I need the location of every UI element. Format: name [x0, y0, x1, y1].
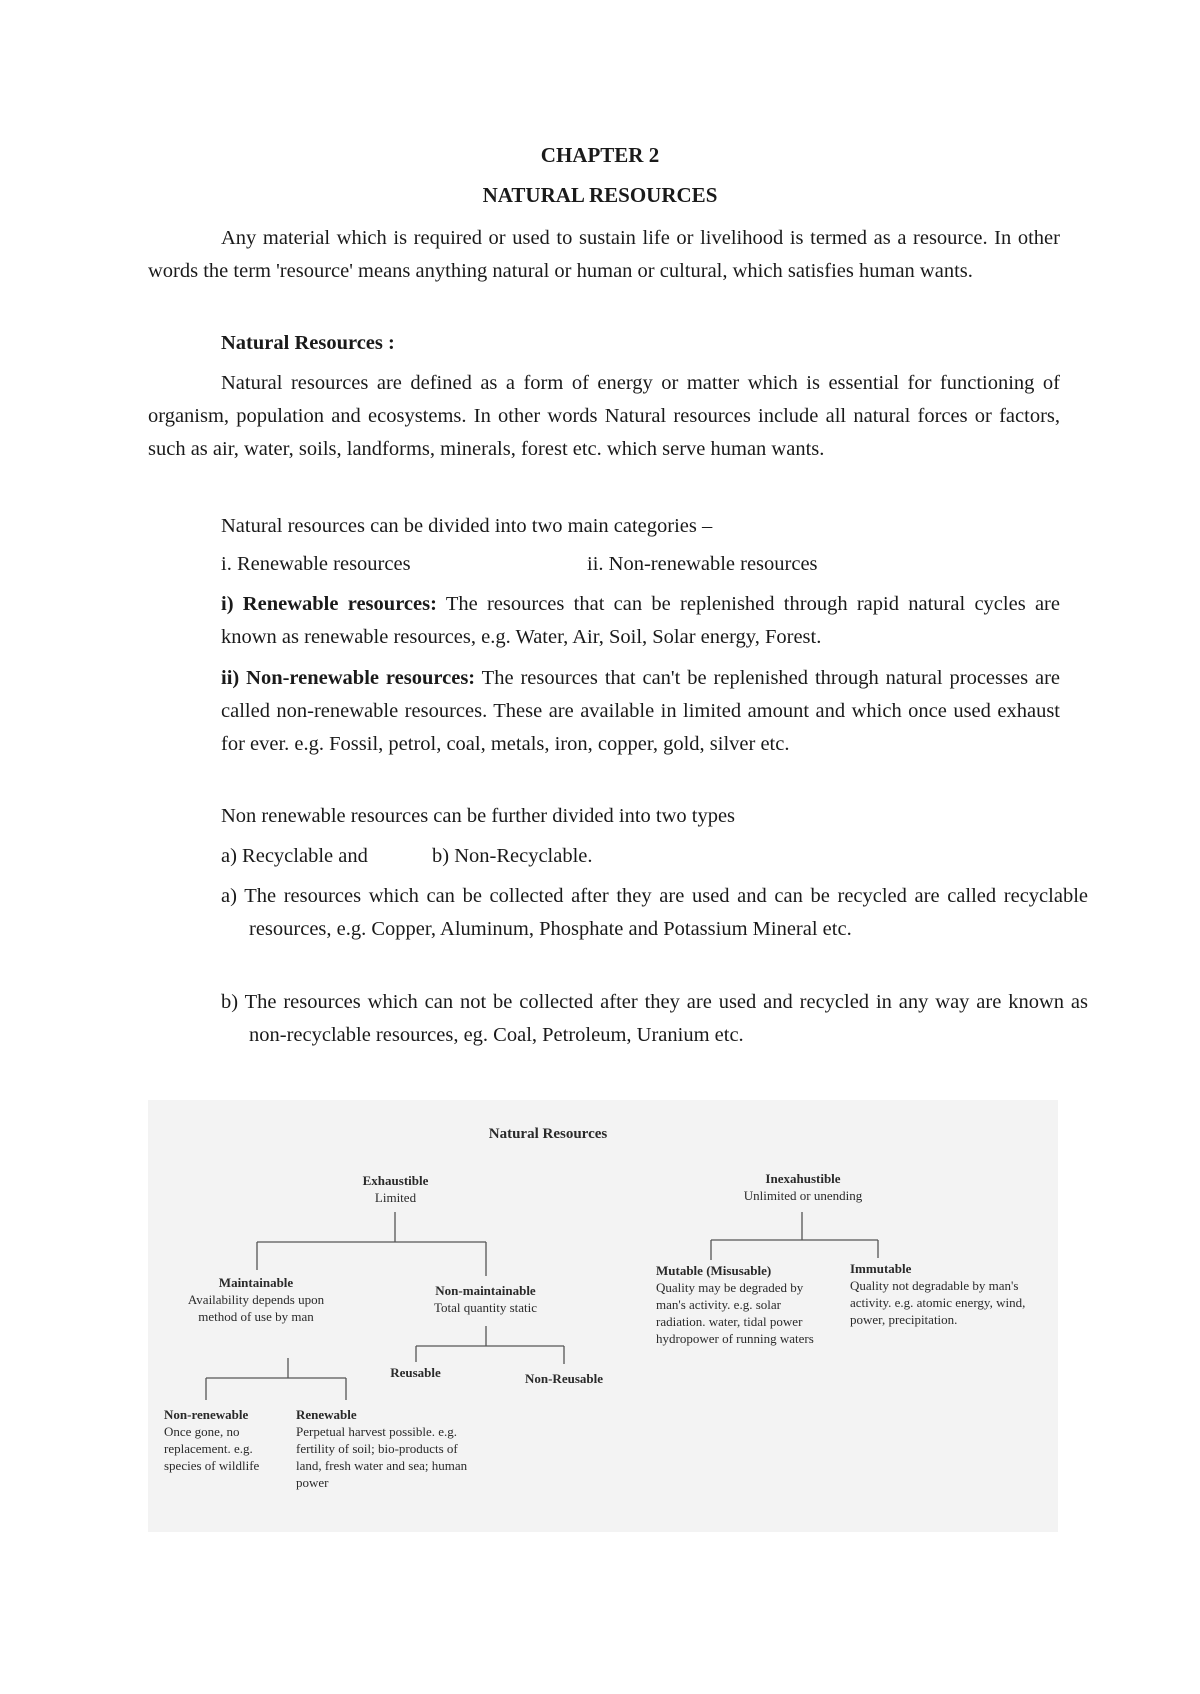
maintainable-node	[176, 1274, 336, 1325]
renewable-node	[296, 1406, 481, 1491]
inexhaustible-name: Inexahustible	[765, 1171, 841, 1186]
types-intro: Non renewable resources can be further divided into two types	[221, 805, 736, 827]
immutable-desc: Quality not degradable by man's activity. e.g. atomic energy, wind, power, precipitation.	[850, 1278, 1026, 1327]
categories-intro: Natural resources can be divided into two main categories –	[221, 515, 713, 537]
exhaustible-name: Exhaustible	[362, 1173, 429, 1188]
chapter-heading: CHAPTER 2	[540, 143, 660, 167]
renewable-text: The resources that can be replenished through rapid natural cycles are known as renewable resources, e.g. Water, Air, Soil, Solar energy, Forest.	[221, 593, 1060, 648]
natural-resources-diagram	[148, 1100, 1058, 1532]
non-renewable-label: ii) Non-renewable resources:	[221, 667, 476, 689]
exhaustible-desc: Limited	[374, 1190, 417, 1205]
immutable-node	[850, 1260, 1050, 1328]
mutable-name: Mutable (Misusable)	[656, 1263, 772, 1278]
exhaustible-node	[308, 1172, 483, 1206]
intro-paragraph: Any material which is required or used to sustain life or livelihood is termed as a resource. In other words the term 'resource' means anything natural or human or cultural, which satisfies human wants.	[148, 227, 1060, 282]
non-renewable-text: The resources that can't be replenished through natural processes are called non-renewable resources. These are available in limited amount and which once used exhaust for ever. e.g. Fossil, petrol, coal, metals, iron, copper, gold, silver etc.	[221, 667, 1061, 755]
diagram-title: Natural Resources	[488, 1126, 608, 1142]
inexhaustible-node	[698, 1170, 908, 1204]
type-non-recyclable: b) Non-Recyclable.	[432, 845, 593, 867]
natural-resources-definition: Natural resources are defined as a form of energy or matter which is essential for functioning of organism, population and ecosystems. In other words Natural resources include all natural forces or factors, such as air, water, soils, landforms, minerals, forest etc. which serve human wants.	[148, 372, 1060, 460]
renewable-label: i) Renewable resources:	[221, 593, 437, 615]
category-renewable: i. Renewable resources	[221, 553, 411, 575]
inexhaustible-desc: Unlimited or unending	[743, 1188, 863, 1203]
non-maintainable-name: Non-maintainable	[435, 1283, 536, 1298]
non-renewable-name: Non-renewable	[164, 1407, 249, 1422]
non-maintainable-desc: Total quantity static	[433, 1300, 538, 1315]
category-non-renewable: ii. Non-renewable resources	[587, 553, 818, 575]
type-recyclable: a) Recyclable and	[221, 845, 368, 867]
renewable-desc: Perpetual harvest possible. e.g. fertility of soil; bio-products of land, fresh water and sea; human power	[296, 1424, 468, 1490]
non-reusable-node: Non-Reusable	[524, 1371, 603, 1386]
maintainable-desc: Availability depends upon method of use by man	[187, 1292, 325, 1324]
non-renewable-node	[164, 1406, 274, 1474]
natural-resources-heading: Natural Resources :	[221, 332, 395, 354]
renewable-paragraph	[221, 588, 1060, 654]
non-renewable-desc: Once gone, no replacement. e.g. species of wildlife	[164, 1424, 260, 1473]
chapter-title: NATURAL RESOURCES	[482, 183, 718, 207]
non-recyclable-paragraph: b) The resources which can not be collected after they are used and recycled in any way are known as non-recyclable resources, eg. Coal, Petroleum, Uranium etc.	[221, 991, 1088, 1046]
mutable-node	[656, 1262, 828, 1347]
non-renewable-paragraph	[221, 662, 1060, 761]
reusable-node: Reusable	[390, 1365, 441, 1380]
recyclable-paragraph: a) The resources which can be collected after they are used and can be recycled are called recyclable resources, e.g. Copper, Aluminum, Phosphate and Potassium Mineral etc.	[221, 885, 1088, 940]
renewable-name: Renewable	[296, 1407, 357, 1422]
maintainable-name: Maintainable	[218, 1275, 294, 1290]
immutable-name: Immutable	[850, 1261, 912, 1276]
mutable-desc: Quality may be degraded by man's activity. e.g. solar radiation. water, tidal power hydropower of running waters	[656, 1280, 814, 1346]
non-maintainable-node	[398, 1282, 573, 1316]
